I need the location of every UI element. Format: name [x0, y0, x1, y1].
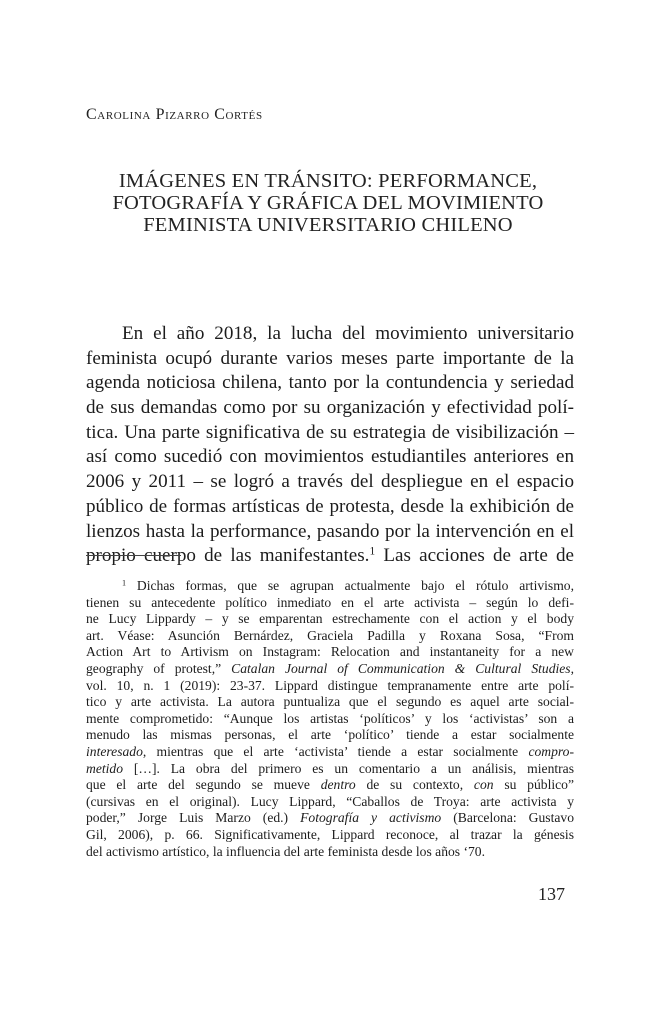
body-line	[86, 544, 574, 569]
footnote-line	[86, 578, 574, 595]
body-line: público de formas artísticas de protesta, desde la exhibición de	[86, 495, 574, 517]
body-text: Las acciones de arte de	[375, 545, 574, 567]
chapter-title-line: IMÁGENES EN TRÁNSITO: PERFORMANCE,	[118, 170, 538, 192]
footnote-line	[86, 810, 574, 827]
footnote-line: mente comprometido: “Aunque los artistas ‘políticos’ y los ‘activistas’ son a	[86, 710, 574, 726]
footnote-line: art. Véase: Asunción Bernárdez, Graciela Padilla y Roxana Sosa, “From	[86, 627, 574, 643]
body-line: así como sucedió con movimientos estudiantiles anteriores en	[86, 446, 574, 468]
running-header-author: Carolina Pizarro Cortés	[86, 106, 263, 123]
chapter-title	[86, 170, 570, 236]
footnote-italic: con	[473, 777, 494, 793]
footnote-line: tico y arte activista. La autora puntualiza que el segundo es aquel arte social-	[86, 694, 574, 710]
footnote-line: tienen su antecedente político inmediato en el arte activista – según lo defi-	[86, 594, 574, 610]
body-paragraph	[86, 322, 574, 569]
footnote-line: menudo las mismas personas, el arte ‘político’ tiende a estar socialmente	[86, 727, 574, 743]
footnote-marker: 1	[122, 578, 127, 588]
footnote-text: […]. La obra del primero es un comentario a un análisis, mientras	[123, 760, 574, 776]
footnote-line	[86, 744, 574, 761]
footnote-line	[86, 661, 574, 678]
footnote-line: del activismo artístico, la influencia del arte feminista desde los años ‘70.	[86, 843, 486, 859]
page-number: 137	[538, 884, 565, 904]
footnote-text: de su contexto,	[355, 777, 474, 793]
footnote-text: , mientras que el arte ‘activista’ tiende a estar socialmente	[142, 743, 529, 759]
footnote-italic: interesado	[86, 743, 143, 759]
footnote-italic: dentro	[320, 777, 356, 793]
footnote-line: ne Lucy Lippardy – y se emparentan estrechamente con el action y el body	[86, 611, 574, 627]
footnote-italic: compro-	[528, 743, 574, 759]
body-line: feminista ocupó durante varios meses parte importante de la	[86, 347, 574, 369]
footnote-journal-title: Catalan Journal of Communication & Cultural Studies	[231, 660, 571, 676]
footnote-text: (Barcelona: Gustavo	[441, 810, 574, 826]
footnote-line	[86, 761, 574, 778]
footnote-line: Gil, 2006), p. 66. Significativamente, Lippard reconoce, al trazar la génesis	[86, 826, 574, 842]
body-line: 2006 y 2011 – se logró a través del despliegue en el espacio	[86, 471, 574, 493]
chapter-title-line: FEMINISTA UNIVERSITARIO CHILENO	[143, 214, 513, 236]
body-line: agenda noticiosa chilena, tanto por la contundencia y seriedad	[86, 372, 574, 394]
chapter-title-line: FOTOGRAFÍA Y GRÁFICA DEL MOVIMIENTO	[112, 192, 544, 214]
footnote-separator	[86, 555, 181, 556]
footnote-text: su público”	[493, 777, 574, 793]
footnote-text: ,	[570, 660, 574, 676]
footnote-text: que el arte del segundo se mueve	[86, 777, 321, 793]
footnote-text: geography of protest,”	[86, 660, 232, 676]
footnote-line: (cursivas en el original). Lucy Lippard, “Caballos de Troya: arte activista y	[86, 793, 574, 809]
footnote-line: vol. 10, n. 1 (2019): 23-37. Lippard distingue tempranamente entre arte polí-	[86, 677, 574, 693]
footnote	[86, 578, 574, 860]
footnote-book-title: Fotografía y activismo	[300, 810, 442, 826]
footnote-text: poder,” Jorge Luis Marzo (ed.)	[86, 810, 301, 826]
footnote-reference[interactable]: 1	[369, 545, 376, 558]
footnote-text: Dichas formas, que se agrupan actualmente bajo el rótulo artivismo,	[126, 578, 574, 593]
footnote-italic: metido	[86, 760, 123, 776]
footnote-line: Action Art to Artivism on Instagram: Relocation and instantaneity for a new	[86, 644, 574, 660]
body-line: de sus demandas como por su organización y efectividad polí-	[86, 397, 574, 419]
body-line: En el año 2018, la lucha del movimiento universitario	[122, 323, 574, 344]
body-line: tica. Una parte significativa de su estrategia de visibilización –	[86, 421, 574, 443]
footnote-line	[86, 777, 574, 794]
body-text: propio cuerpo de las manifestantes.	[86, 545, 370, 567]
body-line: lienzos hasta la performance, pasando por la intervención en el	[86, 520, 574, 542]
